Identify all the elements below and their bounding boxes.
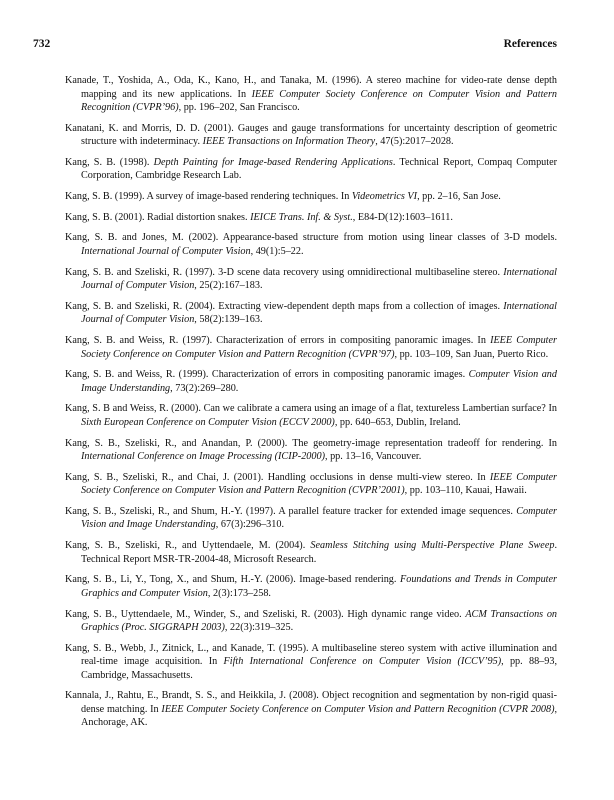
reference-entry	[65, 505, 557, 532]
reference-text: Kang, S. B., Szeliski, R., and Uyttendaele, M. (2004).	[65, 540, 311, 552]
reference-entry	[65, 471, 557, 498]
reference-text: Kang, S. B. and Weiss, R. (1997). Characterization of errors in compositing panoramic images. In	[65, 335, 491, 346]
reference-venue: Videometrics VI	[351, 191, 418, 203]
reference-details: , Anchorage, AK.	[81, 703, 558, 729]
reference-text: Kang, S. B., Li, Y., Tong, X., and Shum, H.-Y. (2006). Image-based rendering.	[65, 574, 400, 586]
reference-entry	[65, 231, 557, 258]
reference-details: , 73(2):269–280.	[170, 382, 239, 394]
reference-details: , 58(2):139–163.	[194, 314, 263, 326]
reference-entry	[65, 608, 557, 635]
reference-details: , pp. 196–202, San Francisco.	[178, 102, 300, 113]
reference-entry	[65, 211, 557, 225]
reference-venue: IEEE Computer Society Conference on Computer Vision and Pattern Recognition (CVPR’2001)	[81, 471, 558, 497]
reference-details: . Technical Report, Compaq Computer Corporation, Cambridge Research Lab.	[81, 156, 557, 182]
reference-venue: IEEE Computer Society Conference on Computer Vision and Pattern Recognition (CVPR’96)	[81, 88, 558, 113]
reference-details: , pp. 2–16, San Jose.	[417, 191, 501, 203]
reference-text: Kang, S. B. (1998).	[65, 156, 154, 168]
reference-venue: IEEE Transactions on Information Theory	[202, 136, 376, 148]
reference-venue: Foundations and Trends in Computer Graphics and Computer Vision	[81, 574, 557, 599]
reference-text: Kang, S. B. (2001). Radial distortion snakes.	[65, 211, 251, 223]
reference-details: , 2(3):173–258.	[207, 587, 271, 599]
reference-text: Kang, S. B. and Weiss, R. (1999). Characterization of errors in compositing panoramic images.	[65, 369, 469, 381]
page-header	[33, 38, 557, 50]
reference-text: Kang, S. B., Szeliski, R., and Anandan, P. (2000). The geometry-image representation tradeoff for rendering. In	[65, 437, 557, 449]
reference-venue: ACM Transactions on Graphics (Proc. SIGGRAPH 2003)	[81, 608, 558, 633]
reference-details: , 25(2):167–183.	[194, 280, 263, 292]
reference-text: Kang, S. B., Uyttendaele, M., Winder, S., and Szeliski, R. (2003). High dynamic range video.	[65, 608, 466, 620]
reference-entry	[65, 190, 557, 204]
reference-venue: International Journal of Computer Vision	[81, 300, 557, 326]
reference-venue: International Conference on Image Processing (ICIP-2000)	[81, 451, 325, 463]
reference-text: Kang, S. B. and Szeliski, R. (2004). Extracting view-dependent depth maps from a collection of images.	[65, 300, 504, 312]
page-number: 732	[33, 38, 51, 50]
reference-details: . Technical Report MSR-TR-2004-48, Microsoft Research.	[81, 540, 557, 565]
reference-venue: Depth Painting for Image-based Rendering Applications	[153, 156, 393, 168]
reference-venue: IEEE Computer Society Conference on Computer Vision and Pattern Recognition (CVPR’97)	[81, 335, 558, 360]
reference-details: , 22(3):319–325.	[224, 622, 294, 633]
reference-text: Kannala, J., Rahtu, E., Brandt, S. S., and Heikkila, J. (2008). Object recognition and segmentation by non-rigid quasi-dense matching. In	[65, 690, 557, 715]
reference-entry	[65, 689, 557, 730]
reference-text: Kang, S. B and Weiss, R. (2000). Can we calibrate a camera using an image of a flat, textureless Lambertian surface? In	[65, 403, 557, 415]
reference-entry	[65, 368, 557, 395]
reference-text: Kang, S. B., Szeliski, R., and Shum, H.-Y. (1997). A parallel feature tracker for extended image sequences.	[65, 505, 517, 517]
reference-venue: Fifth International Conference on Computer Vision (ICCV’95)	[223, 656, 502, 668]
reference-venue: Sixth European Conference on Computer Vision (ECCV 2000)	[81, 416, 335, 428]
reference-entry	[65, 402, 557, 429]
reference-text: Kang, S. B. and Szeliski, R. (1997). 3-D scene data recovery using omnidirectional multibaseline stereo.	[65, 266, 504, 278]
reference-entry	[65, 334, 557, 361]
reference-entry	[65, 266, 557, 293]
reference-details: , E84-D(12):1603–1611.	[352, 211, 453, 223]
reference-text: Kang, S. B., Szeliski, R., and Chai, J. (2001). Handling occlusions in dense multi-view stereo. In	[65, 471, 490, 483]
reference-details: , pp. 88–93, Cambridge, Massachusetts.	[81, 656, 557, 681]
reference-venue: Seamless Stitching using Multi-Perspective Plane Sweep	[310, 540, 555, 552]
reference-text: Kang, S. B. (1999). A survey of image-based rendering techniques. In	[65, 191, 352, 203]
reference-entry	[65, 539, 557, 566]
reference-venue: Computer Vision and Image Understanding	[81, 369, 557, 394]
reference-details: , pp. 640–653, Dublin, Ireland.	[334, 416, 461, 428]
reference-venue: IEEE Computer Society Conference on Computer Vision and Pattern Recognition (CVPR 2008)	[161, 703, 555, 715]
reference-details: , pp. 103–110, Kauai, Hawaii.	[404, 485, 527, 497]
reference-entry	[65, 300, 557, 327]
reference-venue: Computer Vision and Image Understanding	[81, 505, 557, 531]
reference-venue: IEICE Trans. Inf. & Syst.	[250, 211, 353, 223]
reference-text: Kang, S. B., Webb, J., Zitnick, L., and Kanade, T. (1995). A multibaseline stereo system with active illumination and real-time image acquisition. In	[65, 642, 557, 668]
reference-details: , 47(5):2017–2028.	[375, 136, 454, 148]
reference-entry	[65, 156, 557, 183]
reference-entry	[65, 74, 557, 115]
reference-entry	[65, 122, 557, 149]
reference-text: Kang, S. B. and Jones, M. (2002). Appearance-based structure from motion using linear classes of 3-D models.	[65, 232, 557, 244]
reference-venue: International Journal of Computer Vision	[81, 245, 251, 257]
reference-entry	[65, 437, 557, 464]
reference-details: , pp. 13–16, Vancouver.	[324, 451, 422, 463]
reference-details: , pp. 103–109, San Juan, Puerto Rico.	[394, 348, 549, 360]
reference-details: , 67(3):296–310.	[215, 519, 284, 531]
section-title: References	[503, 38, 557, 50]
reference-details: , 49(1):5–22.	[250, 245, 304, 257]
reference-entry	[65, 573, 557, 600]
reference-list	[65, 74, 557, 737]
reference-entry	[65, 642, 557, 683]
reference-text: Kanatani, K. and Morris, D. D. (2001). Gauges and gauge transformations for uncertainty description of geometric structure with indeterminacy.	[65, 122, 557, 148]
reference-venue: International Journal of Computer Vision	[81, 266, 557, 292]
reference-text: Kanade, T., Yoshida, A., Oda, K., Kano, H., and Tanaka, M. (1996). A stereo machine for video-rate dense depth mapping and its new applications. In	[65, 75, 557, 100]
